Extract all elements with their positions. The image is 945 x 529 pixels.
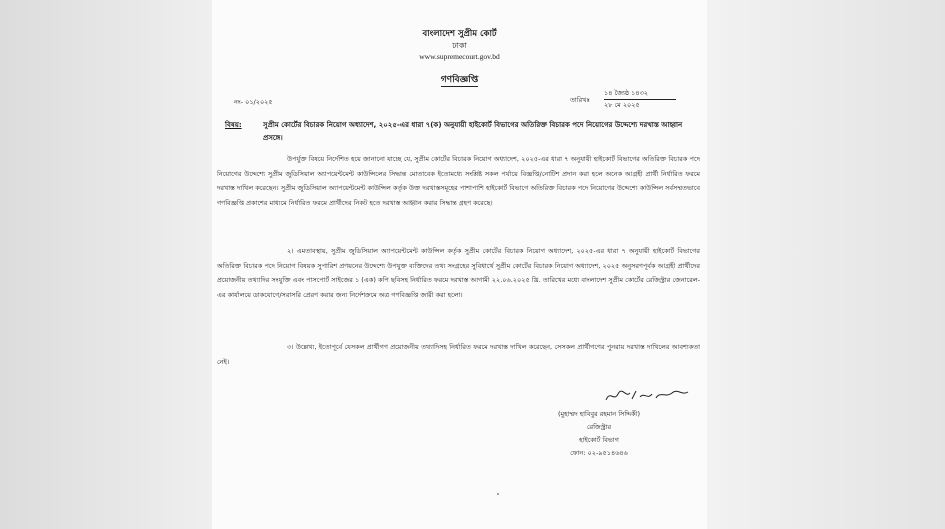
notice-title-text: গণবিজ্ঞপ্তি <box>440 75 479 85</box>
paragraph-3: ৩। উল্লেখ্য, ইতোপূর্বে যেসকল প্রার্থীগণ প্রয়োজনীয় তথ্যাদিসহ নির্ধারিত ফরমে দরখাস্ত দাখিল করেছেন, সেসকল প্রার্থীগণের পুনরায় দরখাস্ত দাখিলের আবশ্যকতা নেই। <box>217 343 700 366</box>
left-background-blur <box>0 0 212 529</box>
organization-name: বাংলাদেশ সুপ্রীম কোর্ট <box>422 29 497 39</box>
paper-speck <box>497 493 499 495</box>
subject-line <box>225 119 695 142</box>
handwritten-signature <box>602 388 692 404</box>
notice-title <box>212 72 707 87</box>
memo-number: নং- ০১/২০২৫ <box>234 98 273 106</box>
signatory-name: (মুহাম্মদ হাবিবুর রহমান সিদ্দিকী) <box>558 410 640 418</box>
paragraph-1: উপর্যুক্ত বিষয়ে নির্দেশিত হয়ে জানানো যাচ্ছে যে, সুপ্রীম কোর্টের বিচারক নিয়োগ অধ্যাদেশ, ২০২৫-এর ধারা ৭ অনুযায়ী হাইকোর্ট বিভাগের অতিরিক্ত বিচারক পদে নিয়োগের উদ্দেশ্যে সুপ্রীম জুডিসিয়াল অ্যাপয়েন্টমেন্ট কাউন্সিলের সিদ্ধান্ত মোতাবেক ইতোমধ্যে সংশ্লিষ্ট সকল পর্যায়ে বিজ্ঞপ্তি/নোটিশ প্রদান করা হলে অনেক আগ্রহী প্রার্থী নির্ধারিত ফরমে দরখাস্ত দাখিল করেছেন। সুপ্রীম জুডিসিয়াল অ্যাপয়েন্টমেন্ট কাউন্সিল কর্তৃক উক্ত দরখাস্তসমূহের পাশাপাশি হাইকোর্ট বিভাগে অতিরিক্ত বিচারক পদে নিয়োগের উদ্দেশ্যে কাউন্সিল সর্বসম্মতভাবে গণবিজ্ঞপ্তি প্রকাশের মাধ্যমে নির্ধারিত ফরমে প্রার্থীদের নিকট হতে দরখাস্ত আহ্বান করার সিদ্ধান্ত গ্রহণ করেছে। <box>217 155 700 207</box>
signatory-division: হাইকোর্ট বিভাগ <box>579 436 619 444</box>
date-label: তারিখঃ <box>570 96 590 104</box>
right-background-blur <box>707 0 945 529</box>
date-english: ২৮ মে ২০২৫ <box>604 101 640 109</box>
organization-city: ঢাকা <box>452 41 467 50</box>
organization-website: www.supremecourt.gov.bd <box>419 52 500 61</box>
signatory-phone: ফোন: ০২-৯৫১৪৬৪৬ <box>570 449 628 457</box>
date-bangla: ১৪ জ্যৈষ্ঠ ১৪৩২ <box>604 88 676 100</box>
subject-label: বিষয়: <box>225 121 242 129</box>
subject-text: সুপ্রীম কোর্টের বিচারক নিয়োগ অধ্যাদেশ, ২০২৫-এর ধারা ৭(ক) অনুযায়ী হাইকোর্ট বিভাগের অতিরিক্ত বিচারক পদে নিয়োগের উদ্দেশ্যে দরখাস্ত আহ্বান প্রসঙ্গে। <box>263 121 683 142</box>
notice-document <box>212 0 707 529</box>
date-block <box>604 88 676 111</box>
signatory-title: রেজিস্ট্রার <box>586 423 612 431</box>
paragraph-2: ২। এমতাবস্থায়, সুপ্রীম জুডিসিয়াল অ্যাপয়েন্টমেন্ট কাউন্সিল কর্তৃক সুপ্রীম কোর্টের বিচারক নিয়োগ অধ্যাদেশ, ২০২৫-এর ধারা ৭ অনুযায়ী হাইকোর্ট বিভাগের অতিরিক্ত বিচারক পদে নিয়োগ বিষয়ক সুপারিশ প্রণয়নের উদ্দেশ্যে উপযুক্ত ব্যক্তিদের তথ্য সংগ্রহের সুবিধার্থে সুপ্রীম কোর্টের বিচারক নিয়োগ অধ্যাদেশ, ২০২৫ অনুসরণপূর্বক আগ্রহী প্রার্থীদের প্রয়োজনীয় তথ্যাদির সংযুক্তি এবং পাসপোর্ট সাইজের ১ (এক) কপি ছবিসহ নির্ধারিত ফরমে দরখাস্ত আগামী ২২.০৬.২০২৫ খ্রি. তারিখের মধ্যে বাংলাদেশ সুপ্রীম কোর্টের রেজিস্ট্রার জেনারেল-এর কার্যালয়ে ডাকযোগে/সরাসরি প্রেরণ করার জন্য নির্দেশক্রমে অত্র গণবিজ্ঞপ্তি জারী করা হলো। <box>217 247 700 299</box>
